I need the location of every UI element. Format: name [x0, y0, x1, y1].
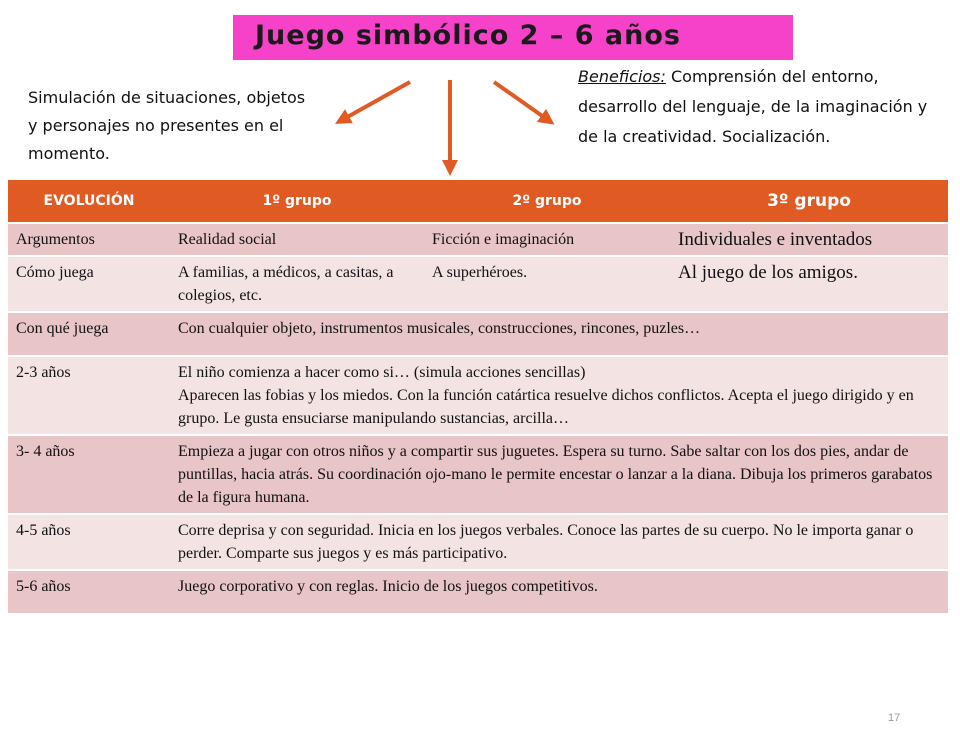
row-label: 3- 4 años: [8, 435, 170, 514]
cell: Al juego de los amigos.: [670, 256, 948, 312]
table-row: [8, 256, 948, 312]
header-grupo-2: 2º grupo: [424, 180, 670, 223]
cell-line: El niño comienza a hacer como si… (simula acciones sencillas): [178, 364, 586, 381]
arrow-right: [494, 82, 548, 120]
table-row: [8, 435, 948, 514]
cell: Juego corporativo y con reglas. Inicio de los juegos competitivos.: [170, 570, 948, 613]
cell: Ficción e imaginación: [424, 223, 670, 256]
table-header-row: [8, 180, 948, 223]
benefits-label: Beneficios:: [578, 67, 666, 86]
row-label: Argumentos: [8, 223, 170, 256]
header-grupo-3: 3º grupo: [670, 180, 948, 223]
row-label: 5-6 años: [8, 570, 170, 613]
row-label: 2-3 años: [8, 356, 170, 435]
table-row: [8, 223, 948, 256]
cell: Empieza a jugar con otros niños y a compartir sus juguetes. Espera su turno. Sabe saltar con los dos pies, andar de puntillas, hacia atrás. Su coordinación ojo-mano le permite encestar o lanzar a la diana. Dibuja los primeros garabatos de la figura humana.: [170, 435, 948, 514]
definition-note: Simulación de situaciones, objetos y personajes no presentes en el momento.: [28, 88, 306, 163]
cell-line: Aparecen las fobias y los miedos. Con la función catártica resuelve dichos conflictos. Acepta el juego dirigido y en grupo. Le gusta ensuciarse manipulando sustancias, arcilla…: [178, 387, 914, 427]
row-label: 4-5 años: [8, 514, 170, 570]
table-row: [8, 570, 948, 613]
cell: A familias, a médicos, a casitas, a colegios, etc.: [170, 256, 424, 312]
evolution-table: [8, 180, 948, 613]
cell: Corre deprisa y con seguridad. Inicia en los juegos verbales. Conoce las partes de su cuerpo. No le importa ganar o perder. Comparte sus juegos y es más participativo.: [170, 514, 948, 570]
row-label: Con qué juega: [8, 312, 170, 356]
cell: Individuales e inventados: [670, 223, 948, 256]
header-grupo-1: 1º grupo: [170, 180, 424, 223]
page-number: 17: [888, 712, 901, 724]
table-row: [8, 312, 948, 356]
cell: [170, 356, 948, 435]
header-evolucion: EVOLUCIÓN: [8, 180, 170, 223]
cell: A superhéroes.: [424, 256, 670, 312]
cell: Con cualquier objeto, instrumentos musicales, construcciones, rincones, puzles…: [170, 312, 948, 356]
table-row: [8, 514, 948, 570]
table-row: [8, 356, 948, 435]
row-label: Cómo juega: [8, 256, 170, 312]
cell: Realidad social: [170, 223, 424, 256]
arrow-left: [342, 82, 410, 120]
benefits-text: Comprensión del entorno, desarrollo del lenguaje, de la imaginación y de la creatividad. Socialización.: [578, 67, 928, 146]
page-title: Juego simbólico 2 – 6 años: [255, 20, 681, 51]
